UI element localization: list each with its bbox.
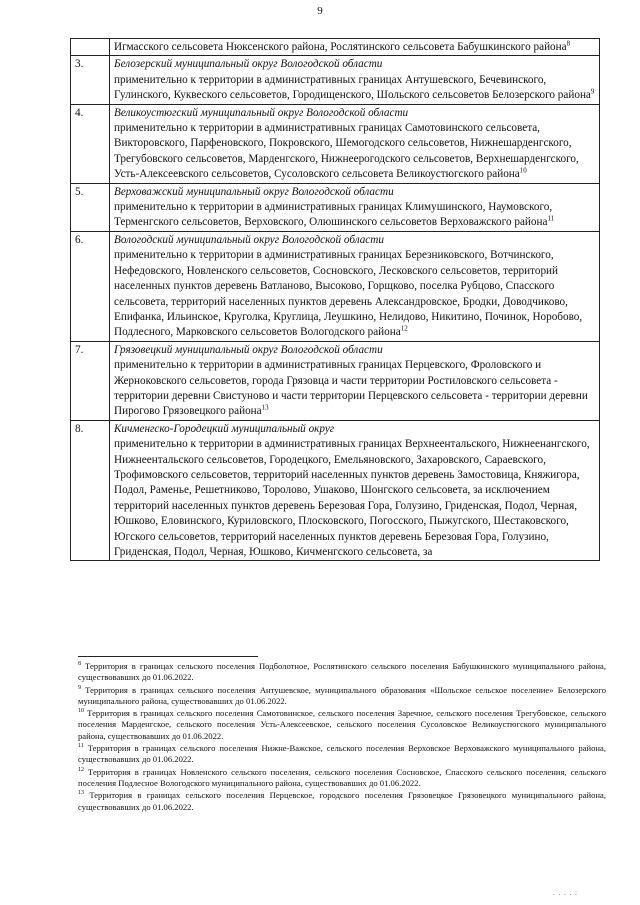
footnote-reference: 11: [547, 214, 555, 223]
footnote: [78, 743, 606, 766]
district-title: Великоустюгский муниципальный округ Вологодской области: [114, 106, 409, 119]
territory-description: [114, 437, 595, 560]
footnote: [78, 685, 606, 708]
district-title: Кичменгско-Городецкий муниципальный округ: [114, 422, 335, 435]
table-row: [71, 104, 600, 183]
footnote-text: Территория в границах сельского поселения Самотовинское, сельского поселения Заречное, сельского поселения Трегубовское, сельского поселения Марденгское, сельского поселения Усть-Алексеевское, сельского поселения Сусоловское Великоустюгского муниципального района, существовавших до 01.06.2022.: [78, 708, 607, 741]
footnote-text: Территория в границах сельского поселения Нижне-Важское, сельского поселения Верховское Верховажского муниципального района, существовавших до 01.06.2022.: [78, 743, 606, 765]
table-row: [71, 231, 600, 341]
scan-artifact: . . . . :: [553, 889, 578, 897]
footnote-text: Территория в границах сельского поселения Перцевское, городского поселения Грязовецкое Грязовецкого муниципального района, существовавших до 01.06.2022.: [78, 790, 606, 812]
row-number: 8.: [71, 420, 110, 561]
row-number: [71, 39, 110, 56]
footnote-number: 12: [78, 766, 84, 773]
footnote-text: Территория в границах сельского поселения Антушевское, муниципального образования «Шольское сельское поселение» Белозерского муниципального района, существовавших до 01.06.2022.: [78, 684, 606, 706]
footnote: [78, 708, 606, 742]
territory-description: [114, 358, 595, 420]
footnote: [78, 661, 606, 684]
territory-description: [114, 121, 595, 183]
row-content: [110, 420, 600, 561]
row-content: [110, 56, 600, 104]
footnote-reference: 10: [519, 166, 527, 175]
footnote-reference: 12: [400, 324, 408, 333]
territory-text: Игмасского сельсовета Нюксенского района, Рослятинского сельсовета Бабушкинского района: [114, 41, 567, 53]
territory-table: [70, 38, 600, 561]
row-number: 4.: [71, 104, 110, 183]
territory-description: [114, 73, 595, 104]
footnote-separator: [78, 656, 258, 657]
territory-text: применительно к территории в административных границах Самотовинского сельсовета, Викторовского, Парфеновского, Покровского, Шемогодского сельсоветов, Нижнешарденгского, Трегубовского сельсоветов, Марденгского, Нижнеерогодского сельсоветов, Верхнешарденгского, Усть-Алексеевского сельсоветов, Сусоловского сельсовета Великоустюгского района: [114, 122, 579, 181]
footnote-reference: 8: [566, 39, 571, 48]
territory-description: [114, 248, 595, 340]
district-title: Верховажский муниципальный округ Вологодской области: [114, 185, 394, 198]
footnote-text: Территория в границах Новленского сельского поселения, сельского поселения Сосновское, Спасского сельского поселения, сельского поселения Подлесное Вологодского муниципального района, существовавших до 01.06.2022.: [78, 766, 606, 788]
page-number: 9: [317, 5, 323, 17]
row-content: [110, 341, 600, 420]
row-number: 7.: [71, 341, 110, 420]
footnote-number: 10: [78, 708, 84, 715]
row-content: [110, 104, 600, 183]
footnotes: [78, 661, 606, 814]
territory-text: применительно к территории в административных границах Березниковского, Вотчинского, Нефедовского, Новленского сельсоветов, Сосновского, Лесковского сельсоветов, территорий населенных пунктов деревень Ватланово, Высоково, Горщково, поселка Рубцово, Спасского сельсовета, территорий населенных пунктов деревень Александровское, Бродки, Доводчиково, Епифанка, Ильинское, Круголка, Круглица, Леушкино, Нелидово, Никитино, Починок, Норобово, Подлесного, Марковского сельсоветов Вологодского района: [114, 249, 583, 339]
footnote-number: 9: [78, 684, 81, 691]
row-content: [110, 231, 600, 341]
territory-text: применительно к территории в административных границах Климушинского, Наумовского, Терменгского сельсоветов, Верховского, Олюшинского сельсоветов Верховажского района: [114, 201, 553, 229]
footnote-text: Территория в границах сельского поселения Подболотное, Рослятинского сельского поселения Бабушкинского муниципального района, существовавших до 01.06.2022.: [78, 661, 606, 683]
district-title: Грязовецкий муниципальный округ Вологодской области: [114, 343, 383, 356]
table-row: [71, 39, 600, 56]
district-title: Вологодский муниципальный округ Вологодской области: [114, 233, 384, 246]
territory-description: [114, 200, 595, 231]
territory-description: [114, 40, 595, 55]
row-content: [110, 39, 600, 56]
table-row: [71, 420, 600, 561]
footnote-number: 11: [78, 743, 84, 750]
footnote-number: 13: [78, 790, 84, 797]
table-row: [71, 183, 600, 231]
footnote-number: 8: [78, 661, 81, 668]
territory-text: применительно к территории в административных границах Антушевского, Бечевинского, Гулинского, Куквеского сельсоветов, Городищенского, Шольского сельсоветов Белозерского района: [114, 73, 591, 102]
district-title: Белозерский муниципальный округ Вологодской области: [114, 58, 383, 71]
row-number: 5.: [71, 183, 110, 231]
footnote-reference: 13: [261, 403, 269, 412]
row-content: [110, 183, 600, 231]
footnote: [78, 767, 606, 790]
table-row: [71, 341, 600, 420]
row-number: 6.: [71, 231, 110, 341]
row-number: 3.: [71, 56, 110, 104]
footnote: [78, 790, 606, 813]
footnote-reference: 9: [590, 87, 595, 96]
table-row: [71, 56, 600, 104]
territory-text: применительно к территории в административных границах Перцевского, Фроловского и Жерноковского сельсоветов, города Грязовца и части территории Ростиловского сельсовета - территории деревни Свистуново и части территории Перцевского сельсовета - территории деревни Пирогово Грязовецкого района: [114, 359, 588, 418]
territory-text: применительно к территории в административных границах Верхнеентальского, Нижнеенангского, Нижнеентальского сельсоветов, Городецкого, Емельяновского, Захаровского, Сараевского, Трофимовского сельсоветов, территорий населенных пунктов деревень Замостовица, Княжигора, Подол, Раменье, Решетниково, Торолово, Ушаково, Шонгского сельсовета, за исключением территорий населенных пунктов деревень Березовая Гора, Голузино, Гриденская, Подол, Черная, Юшково, Еловинского, Куриловского, Плосковского, Погосского, Пыжугского, Шестаковского, Югского сельсоветов, территорий населенных пунктов деревень Березовая Гора, Голузино, Гриденская, Подол, Черная, Юшково, Кичменгского сельсовета, за: [114, 438, 590, 558]
